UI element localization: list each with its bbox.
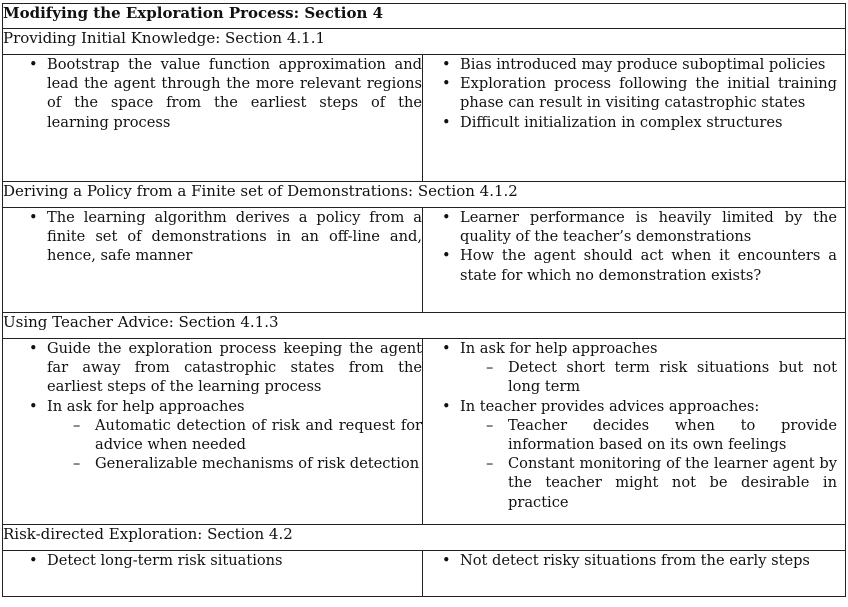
table-title: Modifying the Exploration Process: Section 4	[3, 4, 846, 29]
section-title: Providing Initial Knowledge: Section 4.1.1	[3, 29, 846, 55]
section-content-row	[3, 55, 846, 182]
sub-list-item: – Automatic detection of risk and request for advice when needed	[95, 416, 422, 454]
section-row	[3, 525, 846, 551]
exploration-process-table	[2, 3, 846, 597]
list-item: • Bootstrap the value function approximation and lead the agent through the more relevant regions of the space from the earliest steps of the learning process	[47, 55, 422, 132]
section-content-row	[3, 339, 846, 525]
sub-list-item: – Generalizable mechanisms of risk detection	[95, 454, 422, 473]
list-item	[460, 397, 837, 512]
list-item: • Guide the exploration process keeping the agent far away from catastrophic states from the earliest steps of the learning process	[47, 339, 422, 397]
table-header-row	[3, 4, 846, 29]
list-item	[47, 397, 422, 474]
list-item-text: In ask for help approaches	[47, 397, 245, 415]
advantages-cell	[3, 55, 423, 182]
advantages-cell	[3, 208, 423, 313]
list-item: • How the agent should act when it encounters a state for which no demonstration exists?	[460, 246, 837, 284]
list-item: • Not detect risky situations from the early steps	[460, 551, 837, 570]
list-item	[460, 339, 837, 397]
list-item: • Exploration process following the initial training phase can result in visiting catastrophic states	[460, 74, 837, 112]
section-row	[3, 182, 846, 208]
section-title: Using Teacher Advice: Section 4.1.3	[3, 313, 846, 339]
list-item-text: In ask for help approaches	[460, 340, 658, 357]
section-content-row	[3, 208, 846, 313]
list-item-text: In teacher provides advices approaches:	[460, 397, 760, 415]
list-item: • Learner performance is heavily limited by the quality of the teacher’s demonstrations	[460, 208, 837, 246]
list-item: • Bias introduced may produce suboptimal policies	[460, 55, 837, 74]
section-title: Risk-directed Exploration: Section 4.2	[3, 525, 846, 551]
drawbacks-cell	[423, 55, 846, 182]
advantages-cell	[3, 339, 423, 525]
list-item: • Detect long-term risk situations	[47, 551, 422, 570]
sub-list-item: – Detect short term risk situations but not long term	[508, 358, 837, 396]
drawbacks-cell	[423, 551, 846, 597]
drawbacks-cell	[423, 208, 846, 313]
section-row	[3, 313, 846, 339]
list-item: • Difficult initialization in complex structures	[460, 113, 837, 132]
section-content-row	[3, 551, 846, 597]
drawbacks-cell	[423, 339, 846, 525]
section-title: Deriving a Policy from a Finite set of Demonstrations: Section 4.1.2	[3, 182, 846, 208]
list-item: • The learning algorithm derives a policy from a finite set of demonstrations in an off-line and, hence, safe manner	[47, 208, 422, 266]
sub-list-item: – Teacher decides when to provide information based on its own feelings	[508, 416, 837, 454]
section-row	[3, 29, 846, 55]
advantages-cell	[3, 551, 423, 597]
sub-list-item: – Constant monitoring of the learner agent by the teacher might not be desirable in practice	[508, 454, 837, 512]
